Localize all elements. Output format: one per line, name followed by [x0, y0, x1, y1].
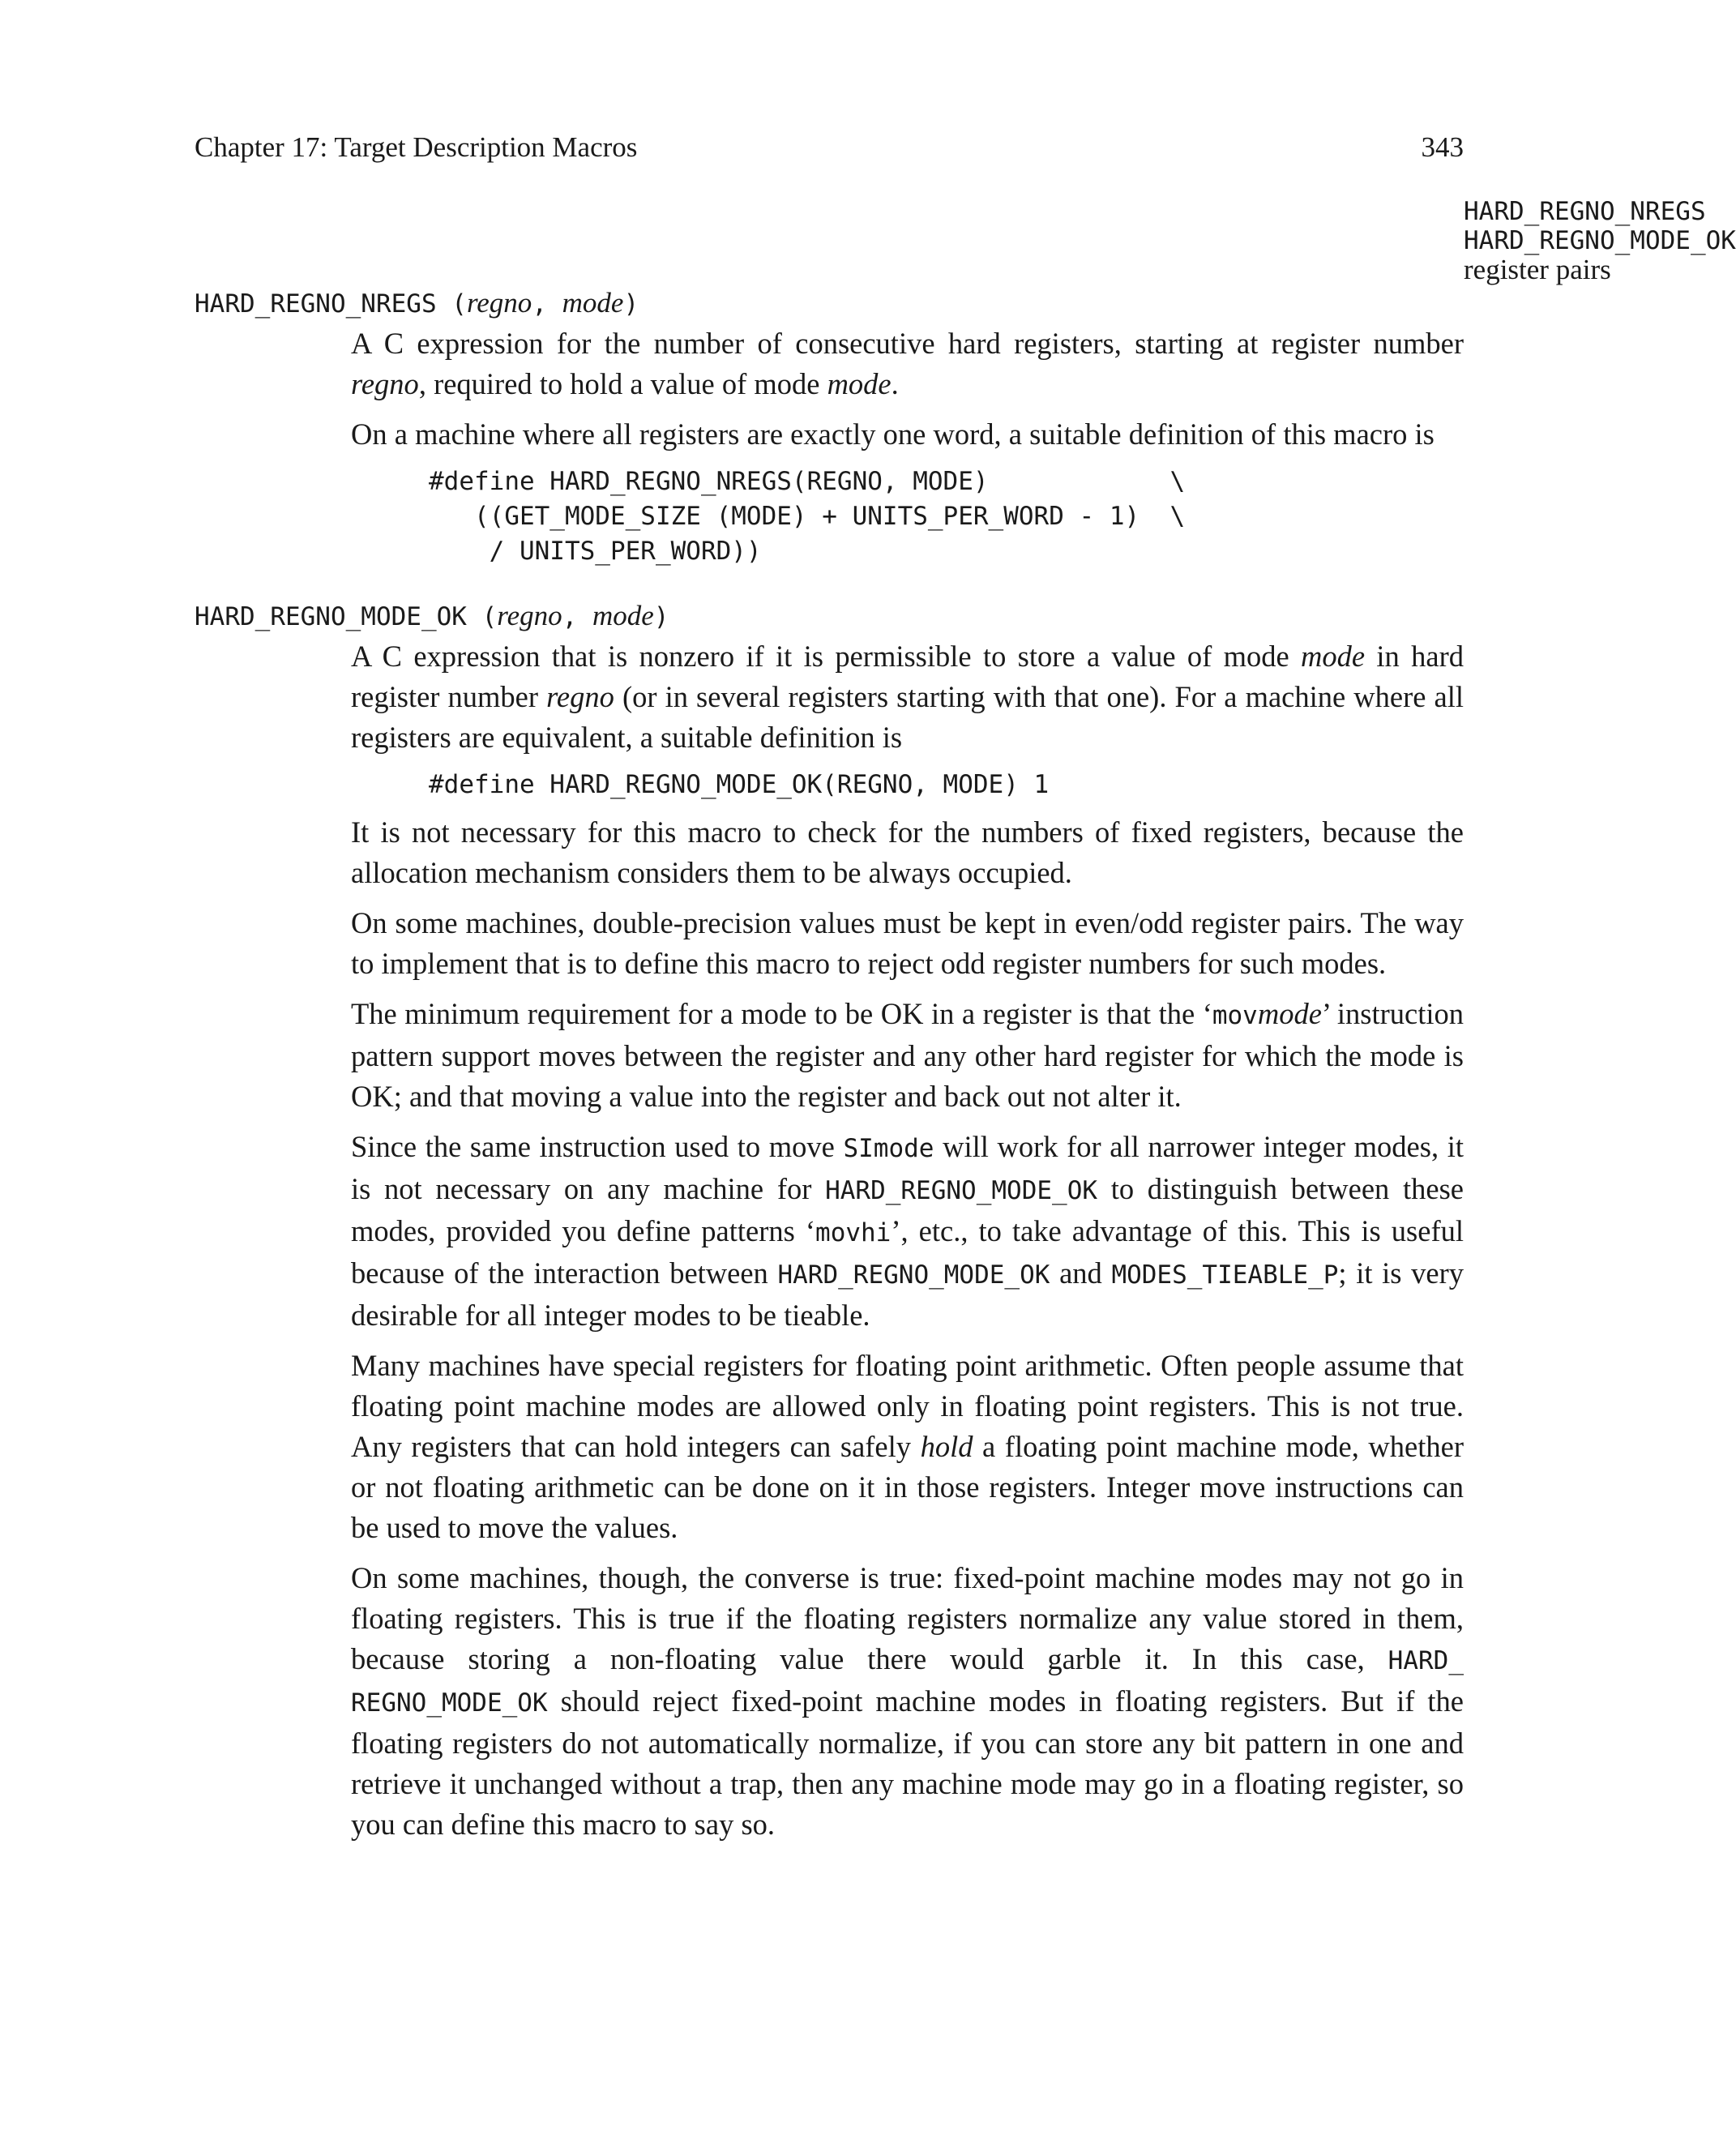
paren-open: ( [436, 289, 467, 319]
paragraph [351, 1346, 1464, 1548]
macro-arg-mode: mode [562, 287, 624, 319]
paragraph: On a machine where all registers are exactly one word, a suitable definition of this macro is [351, 417, 1435, 451]
paragraph [351, 994, 1464, 1117]
paragraph: It is not necessary for this macro to check for the numbers of fixed registers, because the allocation mechanism considers them to be always occupied. [351, 815, 1464, 889]
code-block [429, 464, 1464, 569]
inline-code: HARD_ REGNO_MODE_OK [351, 1646, 1464, 1718]
italic-text: regno [351, 367, 419, 400]
paren-open: ( [466, 602, 498, 631]
text-run: A C expression that is nonzero if it is permissible to store a value of mode [351, 640, 1302, 673]
code-line: / UNITS_PER_WORD)) [429, 537, 762, 566]
index-entry-hard-regno-nregs: HARD_REGNO_NREGS [1464, 197, 1706, 226]
page-number: 343 [1421, 131, 1464, 163]
code-block [429, 768, 1464, 802]
text-run: should reject fixed-point machine modes in floating registers. But if the floating registers do not automatically normalize, if you can store any bit pattern in one and retrieve it unchanged without a trap, then any machine mode may go in a floating register, so you can define this macro to say so. [351, 1684, 1464, 1841]
paren-close: ) [623, 289, 639, 319]
macro-arg-mode: mode [592, 600, 654, 631]
main-content [195, 284, 1464, 1855]
macro-name: HARD_REGNO_MODE_OK [195, 602, 467, 631]
text-run: ; it is very desirable for all integer modes to be tieable. [351, 1256, 1464, 1332]
macro-arg-regno: regno [466, 287, 532, 319]
text-run: . [891, 367, 899, 400]
code-line: ((GET_MODE_SIZE (MODE) + UNITS_PER_WORD - 1) \ [429, 502, 1186, 531]
italic-text: hold [920, 1430, 973, 1463]
definition-heading-hard-regno-mode-ok [195, 597, 1464, 636]
italic-text: mode [827, 367, 892, 400]
text-run: in hard register number [351, 640, 1464, 713]
text-run: will work for all narrower integer modes, it is not necessary on any machine for [351, 1130, 1464, 1205]
inline-code: HARD_REGNO_MODE_OK [825, 1176, 1098, 1205]
paragraph [351, 1558, 1464, 1845]
text-run: (or in several registers starting with that one). For a machine where all registers are equivalent, a suitable definition is [351, 680, 1464, 754]
paragraph [351, 323, 1464, 404]
text-run: a floating point machine mode, whether or not floating arithmetic can be done on it in those registers. Integer move instructions can be used to move the values. [351, 1430, 1464, 1544]
text-run: The minimum requirement for a mode to be OK in a register is that the ‘ [351, 997, 1212, 1030]
code-line: #define HARD_REGNO_MODE_OK(REGNO, MODE) 1 [429, 770, 1050, 799]
text-run: to distinguish between these modes, provided you define patterns ‘ [351, 1172, 1464, 1247]
text-run: ’, etc., to take advantage of this. This is useful because of the interaction between [351, 1214, 1464, 1290]
italic-text: mode [1257, 997, 1322, 1030]
definition-heading-hard-regno-nregs [195, 284, 1464, 323]
text-run: , required to hold a value of mode [418, 367, 827, 400]
macro-arg-regno: regno [497, 600, 562, 631]
chapter-title: Chapter 17: Target Description Macros [195, 131, 638, 163]
paragraph [351, 636, 1464, 758]
paragraph: On some machines, double-precision values must be kept in even/odd register pairs. The way to implement that is to define this macro to reject odd register numbers for such modes. [351, 906, 1464, 980]
macro-name: HARD_REGNO_NREGS [195, 289, 437, 319]
text-run: A C expression for the number of consecutive hard registers, starting at register number [351, 327, 1464, 360]
text-run: and [1050, 1256, 1112, 1290]
text-run: On some machines, though, the converse is true: fixed-point machine modes may not go in floating registers. This is true if the floating registers normalize any value stored in them, because storing a non-floating value there would garble it. In this case, [351, 1561, 1464, 1675]
paren-close: ) [653, 602, 669, 631]
paragraph [351, 1127, 1464, 1336]
arg-separator: , [532, 289, 562, 319]
text-run: ’ instruction pattern support moves between the register and any other hard register for which the mode is OK; and that moving a value into the register and back out not alter it. [351, 997, 1464, 1113]
text-run: Many machines have special registers for floating point arithmetic. Often people assume that floating point machine modes are allowed only in floating point registers. This is not true. Any registers that can hold integers can safely [351, 1349, 1464, 1463]
inline-code: movhi [815, 1218, 892, 1247]
arg-separator: , [562, 602, 592, 631]
inline-code: SImode [843, 1134, 934, 1163]
margin-index-entries [1464, 197, 1736, 285]
definition-body-hard-regno-nregs [351, 323, 1464, 569]
inline-code: MODES_TIEABLE_P [1111, 1260, 1339, 1290]
text-run: Since the same instruction used to move [351, 1130, 844, 1163]
index-entry-hard-regno-mode-ok: HARD_REGNO_MODE_OK [1464, 226, 1736, 255]
code-line: #define HARD_REGNO_NREGS(REGNO, MODE) \ [429, 467, 1186, 496]
inline-code: HARD_REGNO_MODE_OK [777, 1260, 1050, 1290]
italic-text: regno [546, 680, 614, 713]
definition-body-hard-regno-mode-ok [351, 636, 1464, 1845]
italic-text: mode [1301, 640, 1366, 673]
inline-code: mov [1212, 1001, 1258, 1030]
index-entry-register-pairs: register pairs [1464, 254, 1611, 285]
